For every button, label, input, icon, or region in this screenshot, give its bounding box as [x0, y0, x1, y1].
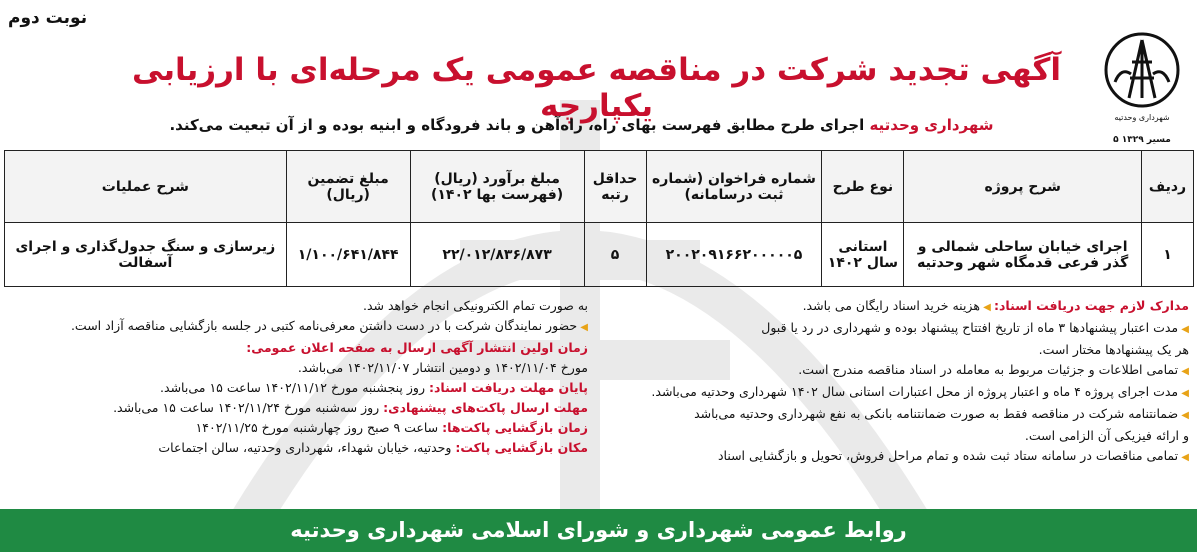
header-estimate: مبلغ برآورد (ریال) (فهرست بها ۱۴۰۲)	[410, 151, 584, 223]
footer-banner: روابط عمومی شهرداری و شورای اسلامی شهرداری وحدتیه	[0, 509, 1197, 552]
cell-project: اجرای خیابان ساحلی شمالی و گذر فرعی قدمگاه شهر وحدتیه	[904, 223, 1142, 287]
municipality-logo-icon	[1101, 22, 1183, 150]
list-item: ◀ ضمانتنامه شرکت در مناقصه فقط به صورت ضمانتنامه بانکی به نفع شهرداری وحدتیه می‌باشد	[694, 406, 1189, 421]
page-title: آگهی تجدید شرکت در مناقصه عمومی یک مرحله‌ای با ارزیابی یکپارچه	[131, 52, 1062, 124]
send-line: مهلت ارسال پاکت‌های پیشنهادی: روز سه‌شنبه مورخ ۱۴۰۲/۱۱/۲۴ ساعت ۱۵ می‌باشد.	[113, 400, 588, 415]
header-type: نوع طرح	[822, 151, 904, 223]
list-item: هر یک پیشنهادها مختار است.	[1038, 342, 1189, 357]
cell-row-no: ۱	[1142, 223, 1194, 287]
bullet-icon: ◀	[979, 302, 994, 313]
list-item: ◀ تمامی اطلاعات و جزئیات مربوط به معامله در اسناد مناقصه مندرج است.	[798, 362, 1189, 377]
subtitle	[70, 116, 1093, 134]
docs-text: هزینه خرید اسناد رایگان می باشد.	[802, 298, 980, 313]
docs-line	[599, 296, 1189, 318]
header-operations: شرح عملیات	[5, 151, 287, 223]
tender-table	[4, 150, 1194, 287]
bullet-icon: ◀	[1178, 452, 1189, 463]
cell-operations: زیرسازی و سنگ جدول‌گذاری و اجرای آسفالت	[5, 223, 287, 287]
logo-date: ۵ مسیر ۱۳۲۹	[1113, 135, 1171, 145]
table-header-row	[5, 151, 1194, 223]
cell-call-number: ۲۰۰۲۰۹۱۶۶۲۰۰۰۰۰۵	[646, 223, 822, 287]
bullet-icon: ◀	[1178, 324, 1189, 335]
place-line: مکان بازگشایی پاکت: وحدتیه، خیابان شهداء، شهرداری وحدتیه، سالن اجتماعات	[158, 440, 588, 455]
recv-line: پایان مهلت دریافت اسناد: روز پنجشنبه مورخ ۱۴۰۲/۱۱/۱۲ ساعت ۱۵ می‌باشد.	[160, 380, 588, 395]
conditions-left	[8, 296, 588, 458]
cell-guarantee: ۱/۱۰۰/۶۴۱/۸۴۴	[286, 223, 410, 287]
round-label: نوبت دوم	[8, 8, 88, 28]
subtitle-org: شهرداری وحدتیه	[869, 116, 994, 134]
header-call-number: شماره فراخوان (شماره ثبت درسامانه)	[646, 151, 822, 223]
bullet-icon: ◀	[1178, 388, 1189, 399]
list-item: ◀ مدت اعتبار پیشنهادها ۳ ماه از تاریخ افتتاح پیشنهاد بوده و شهرداری در رد یا قبول	[761, 320, 1189, 335]
list-item: و ارائه فیزیکی آن الزامی است.	[1024, 428, 1189, 443]
header-project: شرح پروژه	[904, 151, 1142, 223]
bullet-icon: ◀	[1178, 366, 1189, 377]
logo-caption: شهرداری وحدتیه	[1114, 113, 1170, 122]
docs-label: مدارک لازم جهت دریافت اسناد:	[993, 298, 1189, 313]
open-line: زمان بازگشایی پاکت‌ها: ساعت ۹ صبح روز چهارشنبه مورخ ۱۴۰۲/۱۱/۲۵	[195, 420, 588, 435]
cell-estimate: ۲۲/۰۱۲/۸۳۶/۸۷۳	[410, 223, 584, 287]
table-row	[5, 223, 1194, 287]
list-item: ◀ حضور نمایندگان شرکت با در دست داشتن معرفی‌نامه کتبی در جلسه بازگشایی مناقصه آزاد است.	[70, 318, 588, 333]
header-row-no: ردیف	[1142, 151, 1194, 223]
bullet-icon: ◀	[1178, 410, 1189, 421]
pub-label-line: زمان اولین انتشار آگهی ارسال به صفحه اعلان عمومی:	[246, 340, 588, 355]
cell-type: استانی سال ۱۴۰۲	[822, 223, 904, 287]
pub-text-line: مورخ ۱۴۰۲/۱۱/۰۴ و دومین انتشار ۱۴۰۲/۱۱/۰۷ می‌باشد.	[297, 360, 588, 375]
bullet-icon: ◀	[577, 322, 588, 333]
header-min-rank: حداقل رتبه	[584, 151, 646, 223]
list-item: ◀ مدت اجرای پروژه ۴ ماه و اعتبار پروژه از محل اعتبارات استانی سال ۱۴۰۲ شهرداری وحدتیه می‌باشد.	[651, 384, 1189, 399]
list-item: به صورت تمام الکترونیکی انجام خواهد شد.	[363, 298, 588, 313]
subtitle-rest: اجرای طرح مطابق فهرست بهای راه، راه‌آهن و باند فرودگاه و ابنیه بوده و از آن تبعیت می‌کند.	[169, 116, 870, 134]
list-item: ◀ تمامی مناقصات در سامانه ستاد ثبت شده و تمام مراحل فروش، تحویل و بازگشایی اسناد	[717, 448, 1189, 463]
conditions-right	[599, 296, 1189, 468]
cell-min-rank: ۵	[584, 223, 646, 287]
header-guarantee: مبلغ تضمین (ریال)	[286, 151, 410, 223]
